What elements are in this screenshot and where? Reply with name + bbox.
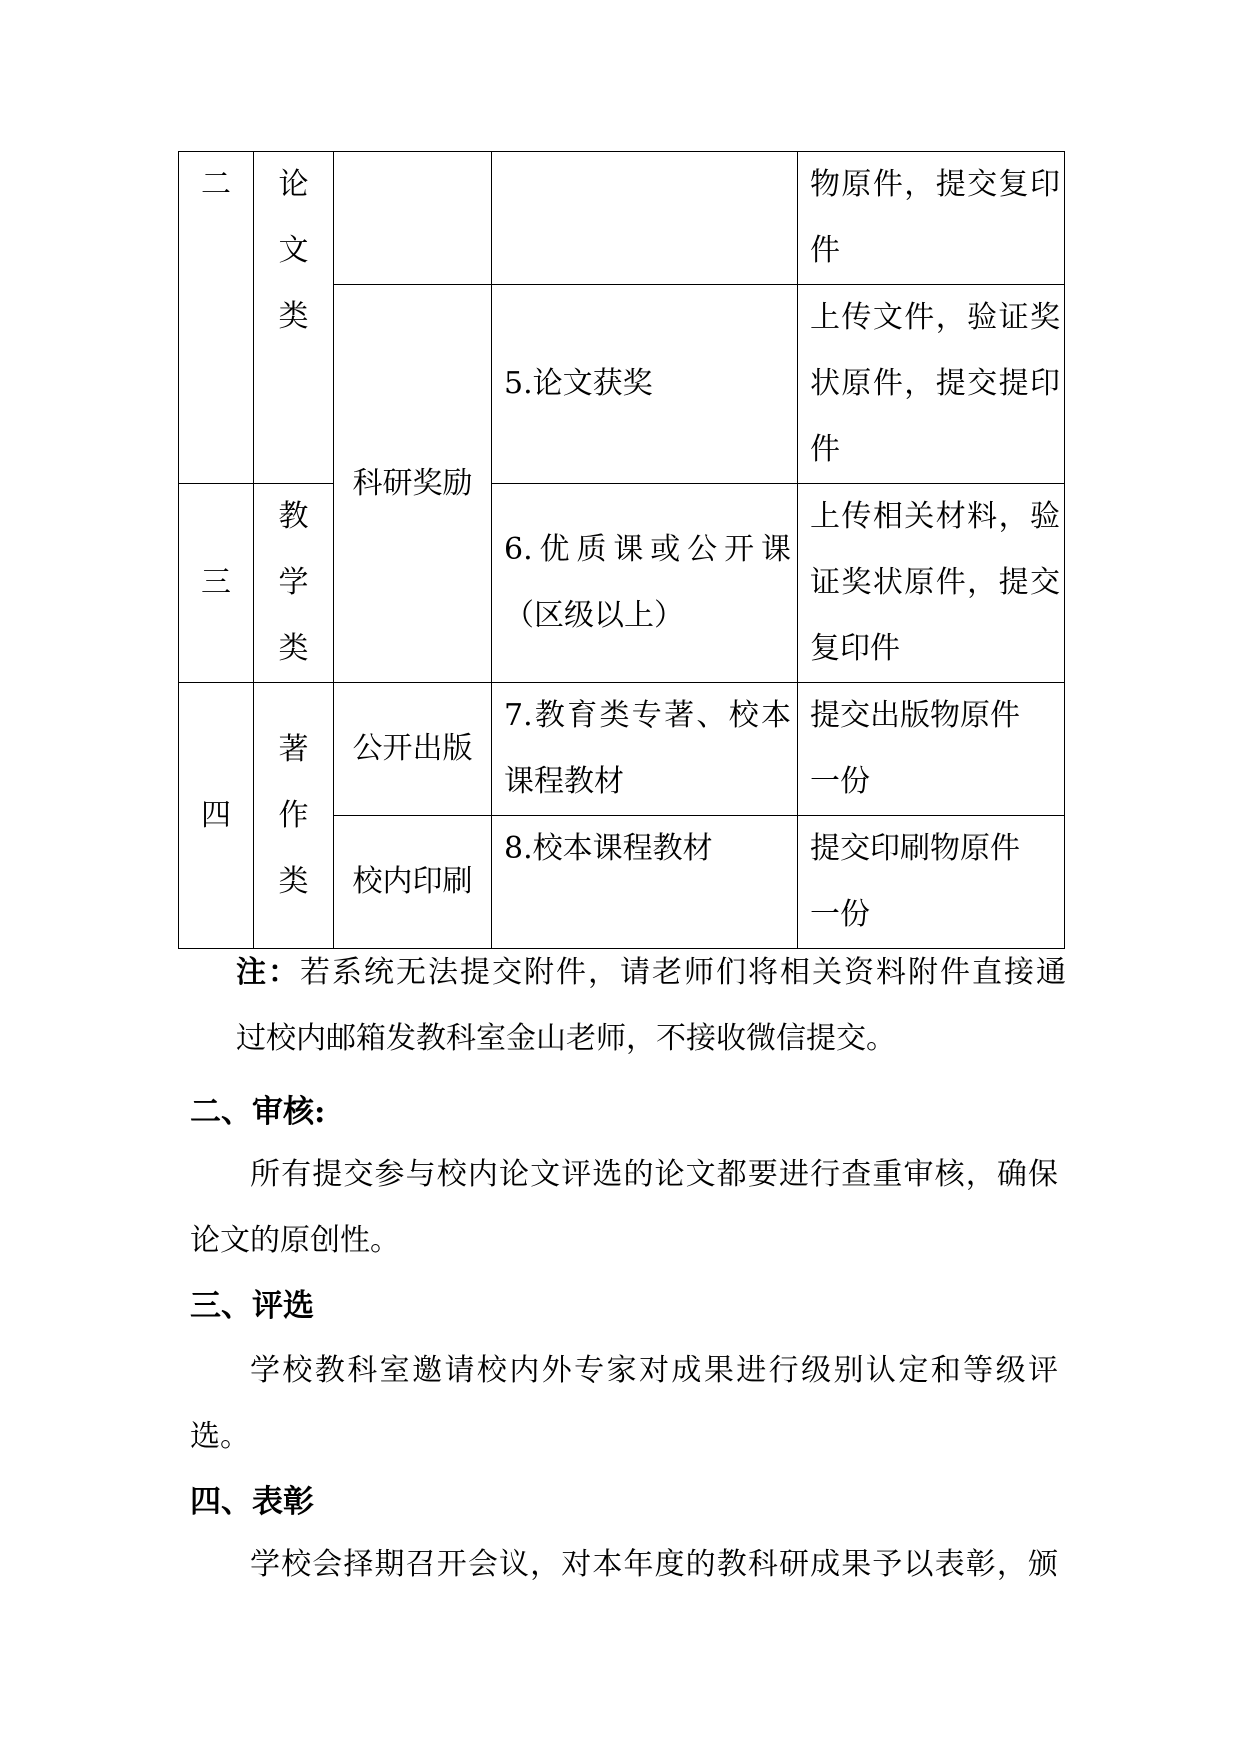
section-heading-pingxuan: 三、评选	[190, 1288, 314, 1324]
requirement-cell: 物原件，提交复印 件	[798, 152, 1065, 285]
note-line-1: 若系统无法提交附件，请老师们将相关资料附件直接通	[300, 955, 1066, 990]
requirement-cell: 上传文件，验证奖 状原件，提交提印 件	[798, 285, 1065, 484]
empty-cell	[492, 152, 798, 285]
item-5: 5.论文获奖	[492, 285, 798, 484]
achievement-table	[178, 151, 1065, 949]
item-6: 6.优质课或公开课 （区级以上）	[492, 484, 798, 683]
note-paragraph	[236, 940, 1066, 1072]
section-body-pingxuan: 学校教科室邀请校内外专家对成果进行级别认定和等级评 选。	[190, 1353, 1058, 1454]
note-line-2: 过校内邮箱发教科室金山老师，不接收微信提交。	[236, 1021, 896, 1056]
category-lunwen: 论 文 类	[254, 152, 334, 484]
requirement-cell: 提交出版物原件 一份	[798, 683, 1065, 816]
row-number-san: 三	[179, 484, 254, 683]
category-zhuzuo: 著 作 类	[254, 683, 334, 949]
subcategory-gongkai: 公开出版	[334, 683, 492, 816]
section-heading-shenhe: 二、审核:	[190, 1094, 326, 1130]
table-row	[179, 484, 1065, 683]
item-8: 8.校本课程教材	[492, 816, 798, 949]
section-heading-biaozhang: 四、表彰	[190, 1484, 314, 1520]
section-body-biaozhang: 学校会择期召开会议，对本年度的教科研成果予以表彰，颁	[250, 1547, 1058, 1582]
requirement-cell: 上传相关材料，验 证奖状原件，提交 复印件	[798, 484, 1065, 683]
item-7: 7.教育类专著、校本 课程教材	[492, 683, 798, 816]
section-body-shenhe: 所有提交参与校内论文评选的论文都要进行查重审核，确保 论文的原创性。	[190, 1157, 1058, 1258]
empty-cell	[334, 152, 492, 285]
subcategory-xiaonei: 校内印刷	[334, 816, 492, 949]
row-number-er: 二	[179, 152, 254, 484]
category-jiaoxue: 教 学 类	[254, 484, 334, 683]
row-number-si: 四	[179, 683, 254, 949]
requirement-cell: 提交印刷物原件 一份	[798, 816, 1065, 949]
table-row	[179, 683, 1065, 816]
note-label: 注：	[236, 955, 300, 990]
subcategory-keyan: 科研奖励	[334, 285, 492, 683]
table-row	[179, 152, 1065, 285]
